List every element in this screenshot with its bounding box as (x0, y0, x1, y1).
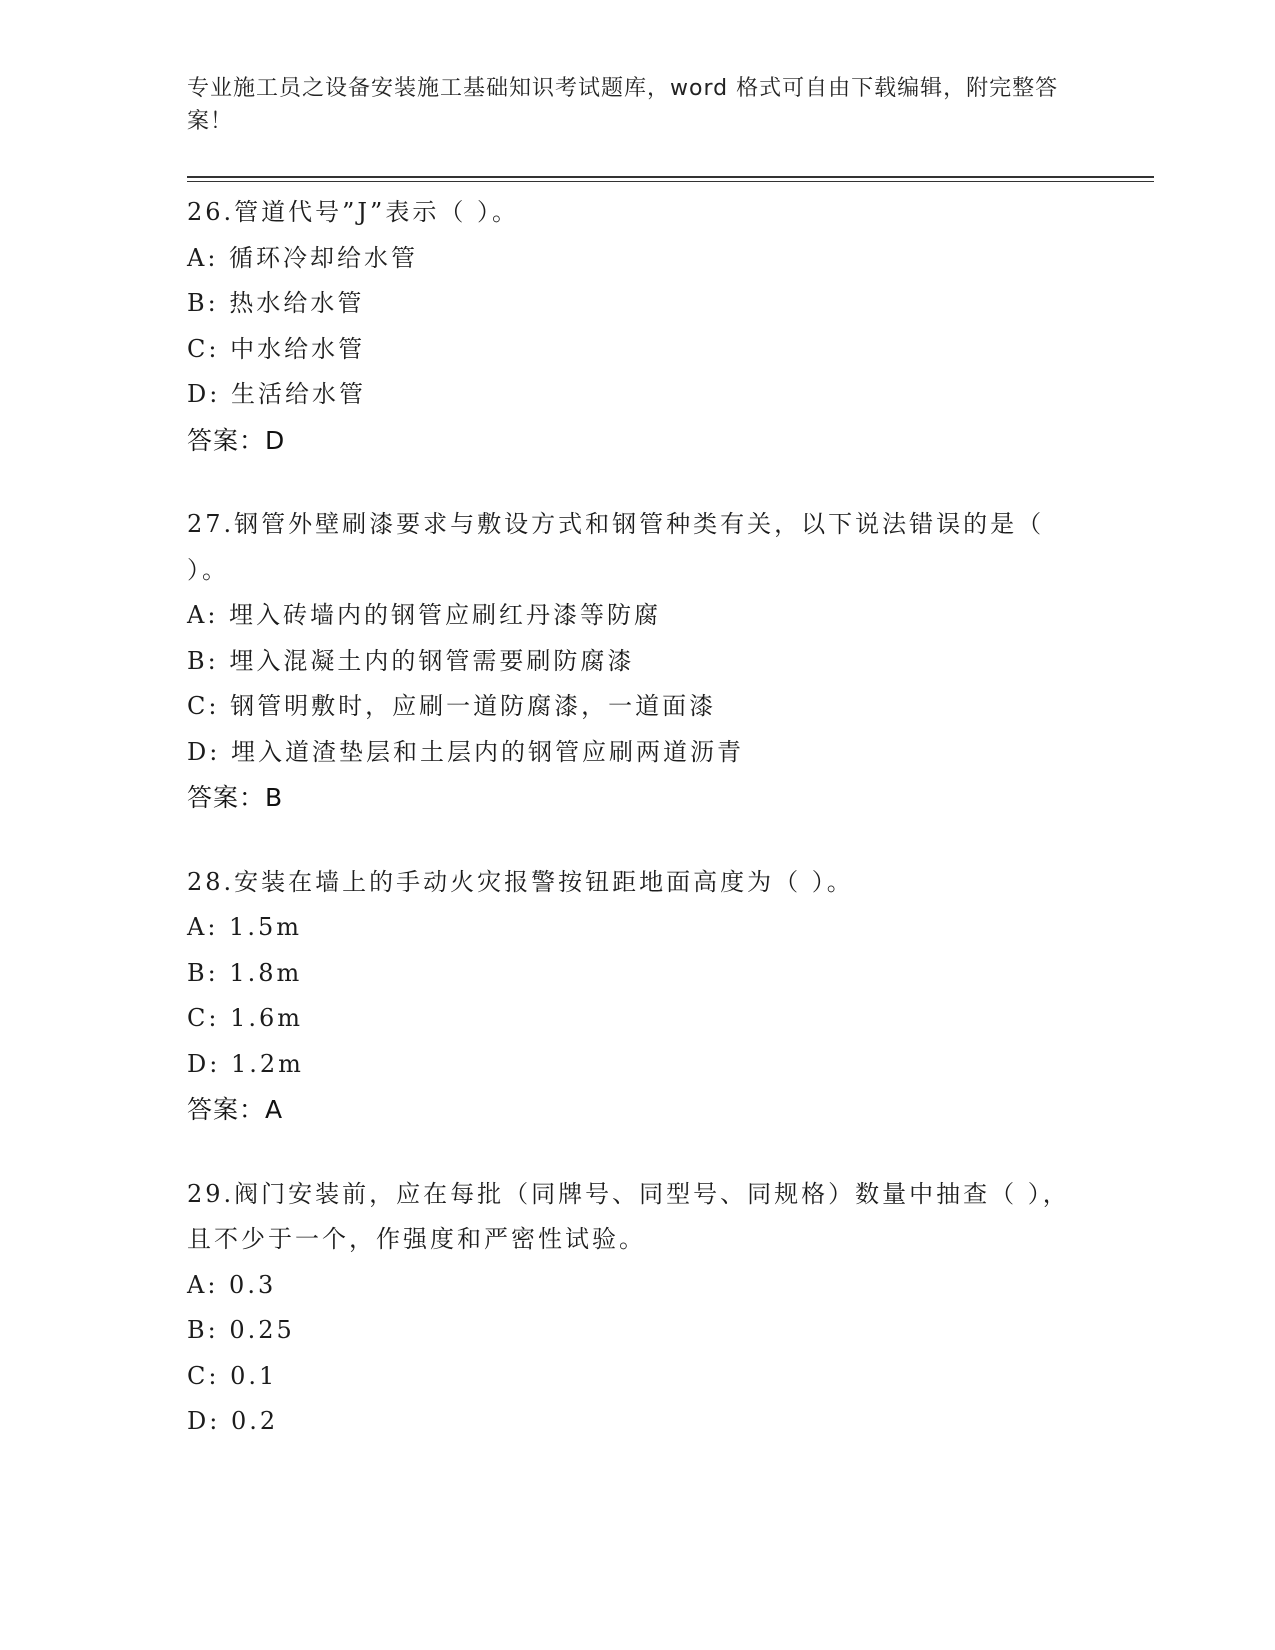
option-d: D: 生活给水管 (187, 380, 366, 408)
option-b: B: 1.8m (187, 958, 303, 987)
question-text: 29.阀门安装前，应在每批（同牌号、同型号、同规格）数量中抽查（ ），且不少于一个，作强度和严密性试验。 (187, 1179, 1070, 1253)
document-intro: 专业施工员之设备安装施工基础知识考试题库，word 格式可自由下载编辑，附完整答案！ (187, 76, 1059, 134)
question-list (187, 190, 1087, 1484)
option-c: C: 1.6m (187, 1004, 304, 1032)
option-b: B: 热水给水管 (187, 289, 365, 317)
answer-line: 答案：A (187, 1095, 284, 1124)
question-text: 26.管道代号”J”表示（ ）。 (187, 198, 519, 226)
header-divider-thick (187, 176, 1154, 178)
option-c: C: 中水给水管 (187, 334, 366, 363)
option-a: A: 循环冷却给水管 (187, 243, 419, 272)
option-d: D: 埋入道渣垫层和土层内的钢管应刷两道沥青 (187, 737, 744, 766)
option-b: B: 0.25 (187, 1316, 295, 1344)
question-27 (187, 502, 1087, 821)
question-text: 27.钢管外壁刷漆要求与敷设方式和钢管种类有关，以下说法错误的是（ ）。 (187, 510, 1045, 584)
question-26 (187, 190, 1087, 463)
option-b: B: 埋入混凝土内的钢管需要刷防腐漆 (187, 646, 635, 675)
option-c: C: 钢管明敷时，应刷一道防腐漆，一道面漆 (187, 692, 717, 720)
header-divider-thin (187, 181, 1154, 182)
option-d: D: 0.2 (187, 1407, 279, 1435)
option-d: D: 1.2m (187, 1049, 304, 1078)
option-a: A: 0.3 (187, 1270, 277, 1299)
option-a: A: 1.5m (187, 913, 302, 941)
option-a: A: 埋入砖墙内的钢管应刷红丹漆等防腐 (187, 601, 662, 629)
option-c: C: 0.1 (187, 1361, 278, 1390)
answer-line: 答案：D (187, 425, 286, 455)
question-28 (187, 860, 1087, 1133)
question-text: 28.安装在墙上的手动火灾报警按钮距地面高度为（ ）。 (187, 867, 854, 896)
question-29 (187, 1172, 1087, 1445)
answer-line: 答案：B (187, 783, 284, 812)
